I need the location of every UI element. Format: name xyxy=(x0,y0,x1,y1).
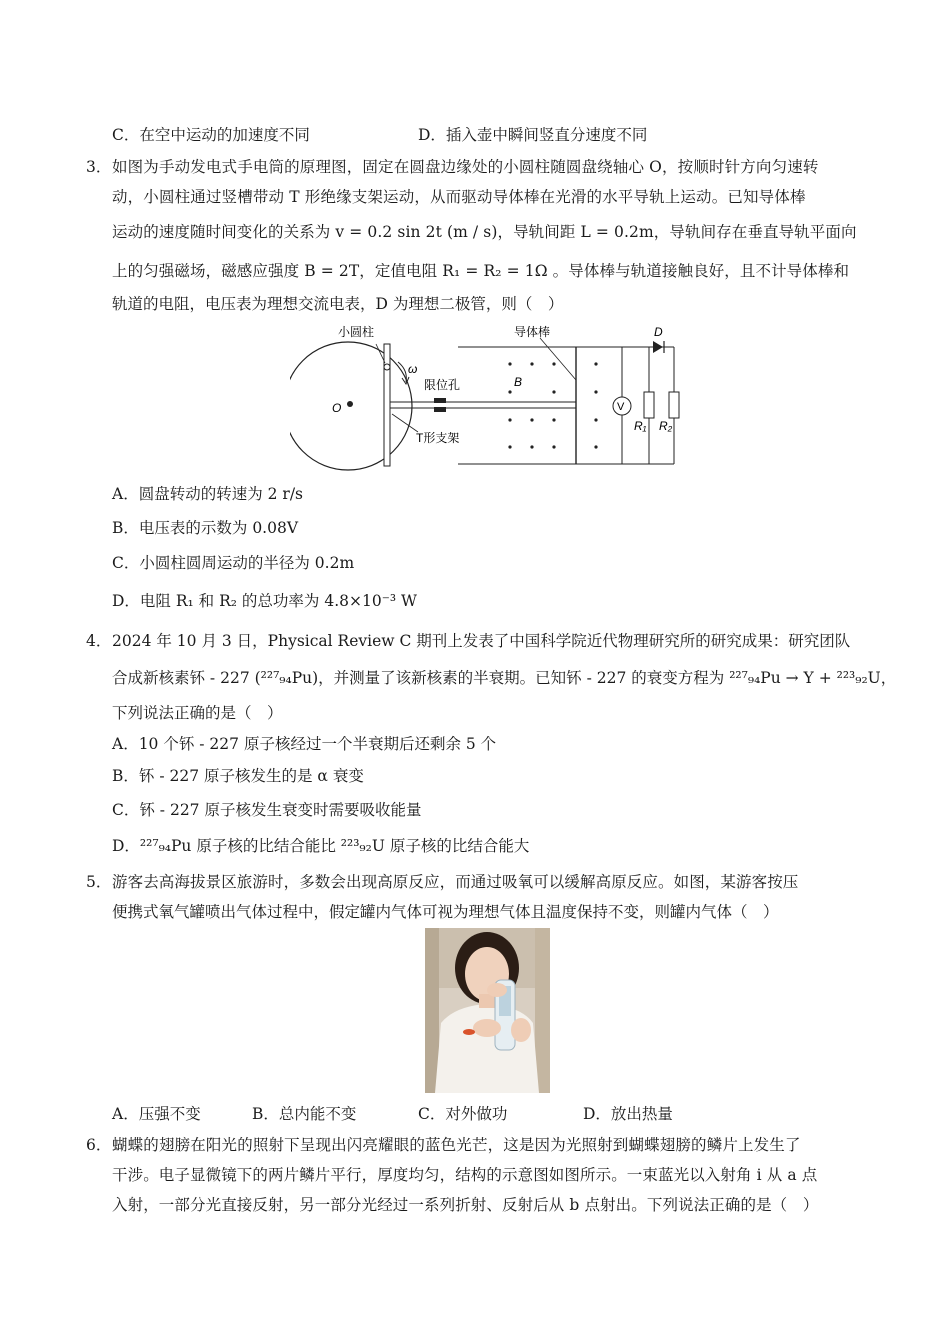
q4-text-line1: 2024 年 10 月 3 日，Physical Review C 期刊上发表了中国科学院近代物理研究所的研究成果：研究团队 xyxy=(112,632,851,650)
q3-text-line4: 上的匀强磁场，磁感应强度 B = 2T，定值电阻 R₁ = R₂ = 1Ω 。导体棒与轨道接触良好，且不计导体棒和 xyxy=(112,262,850,280)
q3-option-b: B．电压表的示数为 0.08V xyxy=(112,519,299,537)
q6-text-line2: 干涉。电子显微镜下的两片鳞片平行，厚度均匀，结构的示意图如图所示。一束蓝光以入射角 i 从 a 点 xyxy=(112,1166,818,1184)
r2-label: R₂ xyxy=(659,419,673,433)
q5-option-a: A．压强不变 xyxy=(112,1105,201,1123)
voltmeter-label: V xyxy=(617,401,625,413)
limit-hole-bottom xyxy=(434,407,446,412)
q5-text-line1: 游客去高海拔景区旅游时，多数会出现高原反应，而通过吸氧可以缓解高原反应。如图，某游客按压 xyxy=(112,873,799,891)
small-cylinder xyxy=(384,364,390,370)
small-cylinder-label: 小圆柱 xyxy=(338,325,375,339)
q3-text-line5: 轨道的电阻，电压表为理想交流电表，D 为理想二极管，则（ ） xyxy=(112,295,564,313)
conductor-rod-leader xyxy=(540,338,576,380)
limit-hole-label: 限位孔 xyxy=(424,378,461,392)
q3-text-line2: 动，小圆柱通过竖槽带动 T 形绝缘支架运动，从而驱动导体棒在光滑的水平导轨上运动。已知导体棒 xyxy=(112,188,806,206)
center-label: O xyxy=(332,401,342,415)
q5-option-b: B．总内能不变 xyxy=(252,1105,357,1123)
q4-text-line3: 下列说法正确的是（ ） xyxy=(112,704,283,722)
t-bracket-leader xyxy=(392,414,418,432)
diode-symbol xyxy=(653,341,663,353)
conductor-rod-label: 导体棒 xyxy=(514,325,551,339)
q4-option-a: A．10 个钚 - 227 原子核经过一个半衰期后还剩余 5 个 xyxy=(112,735,497,753)
q4-option-c: C．钚 - 227 原子核发生衰变时需要吸收能量 xyxy=(112,801,422,819)
q6-text-line1: 蝴蝶的翅膀在阳光的照射下呈现出闪亮耀眼的蓝色光芒，这是因为光照射到蝴蝶翅膀的鳞片上发生了 xyxy=(112,1136,801,1154)
resistor-r1 xyxy=(644,392,654,418)
q4-option-d: D．²²⁷₉₄Pu 原子核的比结合能比 ²²³₉₂U 原子核的比结合能大 xyxy=(112,837,530,855)
q5-number: 5． xyxy=(86,873,112,891)
disk-center xyxy=(347,401,353,407)
q2-option-d: D．插入壶中瞬间竖直分速度不同 xyxy=(418,126,648,144)
field-label: B xyxy=(514,375,523,389)
limit-hole-top xyxy=(434,398,446,403)
oxygen-can-photo xyxy=(425,928,550,1093)
q6-text-line3: 入射，一部分光直接反射，另一部分光经过一系列折射、反射后从 b 点射出。下列说法正确的是（ ） xyxy=(112,1196,819,1214)
r1-label: R₁ xyxy=(634,419,647,433)
q3-option-a: A．圆盘转动的转速为 2 r/s xyxy=(112,485,303,503)
omega-label: ω xyxy=(408,362,418,376)
q5-option-c: C．对外做功 xyxy=(418,1105,508,1123)
diode-label: D xyxy=(654,325,663,339)
q3-text-line1: 如图为手动发电式手电筒的原理图，固定在圆盘边缘处的小圆柱随圆盘绕轴心 O，按顺时针方向匀速转 xyxy=(112,158,819,176)
q3-text-line3: 运动的速度随时间变化的关系为 v = 0.2 sin 2t (m / s)，导轨间距 L = 0.2m，导轨间存在垂直导轨平面向 xyxy=(112,223,857,241)
q5-option-d: D．放出热量 xyxy=(583,1105,673,1123)
q3-option-d: D．电阻 R₁ 和 R₂ 的总功率为 4.8×10⁻³ W xyxy=(112,592,417,610)
q2-option-c: C．在空中运动的加速度不同 xyxy=(112,126,310,144)
oxygen-can-photo-illustration xyxy=(425,928,550,1093)
q3-number: 3． xyxy=(86,158,112,176)
q4-option-b: B．钚 - 227 原子核发生的是 α 衰变 xyxy=(112,767,364,785)
q4-number: 4． xyxy=(86,632,112,650)
t-bracket-label: T形支架 xyxy=(416,431,460,445)
q4-text-line2: 合成新核素钚 - 227 (²²⁷₉₄Pu)，并测量了该新核素的半衰期。已知钚 - 227 的衰变方程为 ²²⁷₉₄Pu → Y + ²²³₉₂U， xyxy=(112,669,897,687)
resistor-r2 xyxy=(669,392,679,418)
flashlight-generator-diagram xyxy=(290,322,690,472)
q5-text-line2: 便携式氧气罐喷出气体过程中，假定罐内气体可视为理想气体且温度保持不变，则罐内气体（ ） xyxy=(112,903,779,921)
q6-number: 6． xyxy=(86,1136,112,1154)
q3-option-c: C．小圆柱圆周运动的半径为 0.2m xyxy=(112,554,355,572)
